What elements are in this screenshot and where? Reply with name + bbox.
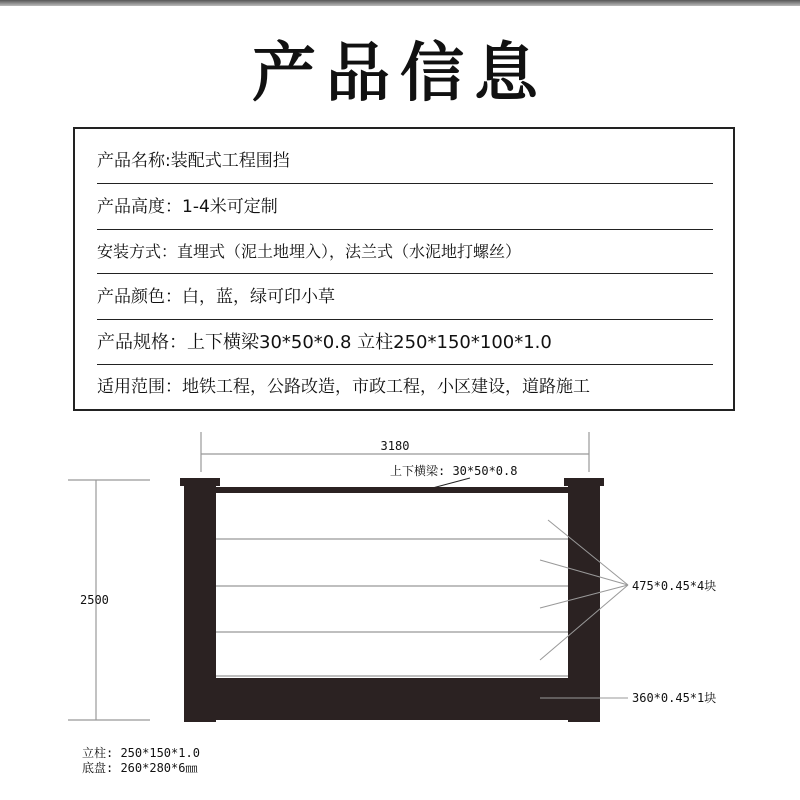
info-label-install: 安装方式：: [97, 242, 178, 261]
left-post-cap: [180, 478, 220, 486]
product-info-table: [73, 127, 735, 411]
beam-label: 上下横梁: 30*50*0.8: [390, 464, 518, 478]
info-value-scope: 地铁工程，公路改造，市政工程，小区建设，道路施工: [182, 377, 590, 397]
panel-label: 475*0.45*4块: [632, 579, 717, 593]
info-row-name: [97, 139, 713, 184]
post-spec-note: 立柱: 250*150*1.0: [82, 746, 200, 760]
info-value-spec: 上下横梁30*50*0.8 立柱250*150*100*1.0: [187, 332, 552, 353]
right-post-cap: [564, 478, 604, 486]
top-stripe: [0, 0, 800, 6]
info-value-height: 1-4米可定制: [182, 197, 278, 217]
info-value-install: 直埋式（泥土地埋入），法兰式（水泥地打螺丝）: [177, 242, 522, 261]
page-title: 产品信息: [252, 37, 548, 111]
top-beam: [214, 487, 570, 493]
info-row-spec: [97, 320, 713, 365]
info-value-color: 白，蓝，绿可印小草: [182, 287, 335, 307]
base-label: 360*0.45*1块: [632, 691, 717, 705]
info-label-height: 产品高度：: [97, 197, 182, 217]
info-label-color: 产品颜色：: [97, 287, 182, 307]
plate-spec-note: 底盘: 260*280*6㎜: [82, 761, 198, 775]
info-value-name: 装配式工程围挡: [170, 151, 290, 171]
height-label: 2500: [80, 593, 109, 607]
info-label-spec: 产品规格：: [97, 332, 187, 353]
info-row-scope: [97, 365, 713, 409]
info-row-height: [97, 184, 713, 230]
info-label-name: 产品名称:: [97, 151, 171, 171]
info-row-color: [97, 274, 713, 320]
fence-diagram: [0, 420, 800, 800]
width-label: 3180: [380, 439, 410, 453]
info-label-scope: 适用范围：: [97, 377, 182, 397]
base-panel: [214, 678, 570, 720]
right-post: [568, 480, 600, 722]
panel-lines: [216, 539, 568, 676]
left-post: [184, 480, 216, 722]
info-row-install: [97, 230, 713, 274]
